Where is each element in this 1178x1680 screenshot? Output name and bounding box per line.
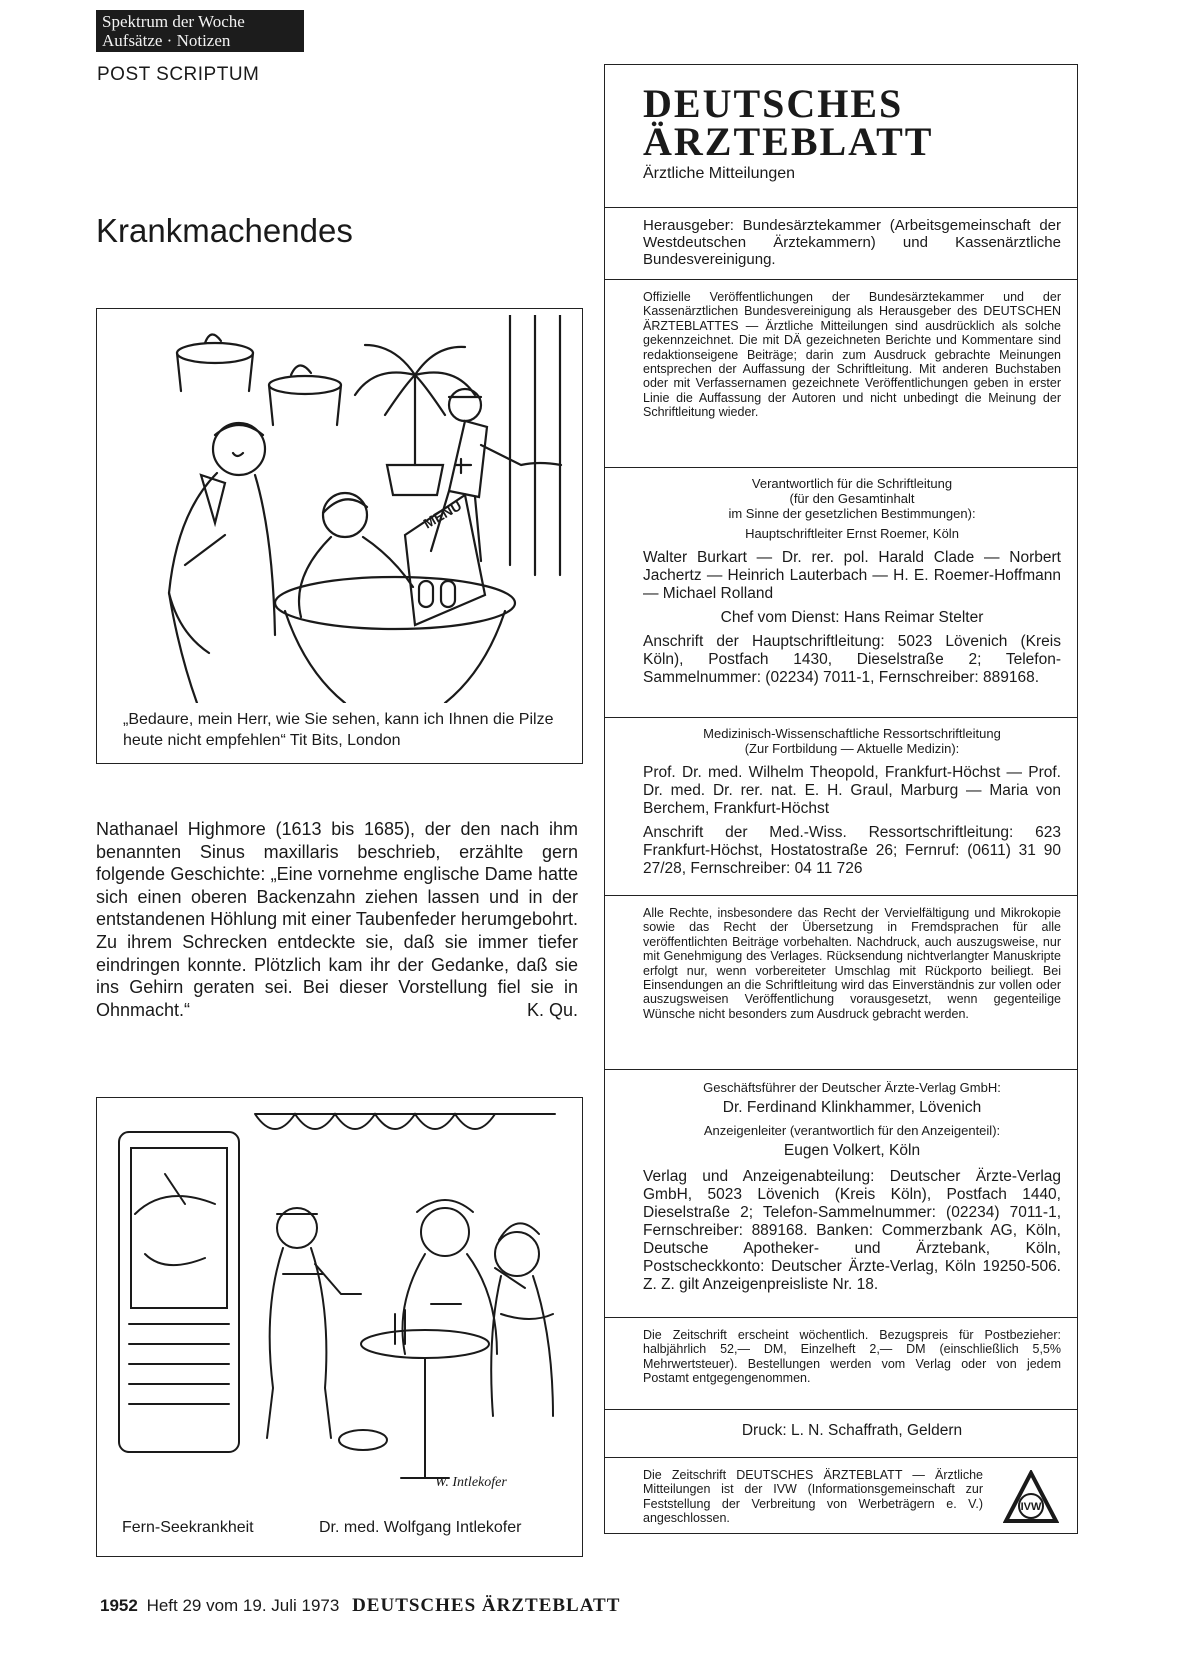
chief-of-service: Chef vom Dienst: Hans Reimar Stelter [720, 608, 984, 626]
section-tag-line2: Aufsätze · Notizen [102, 31, 231, 50]
article-body-text: Nathanael Highmore (1613 bis 1685), der den nach ihm benannten Sinus maxillaris beschrieb, erzählte gern folgende Geschichte: „Eine vornehme englische Dame hatte sich einen oberen Backenzahn ziehen lassen und in der entstandenen Höhlung mit einer Taubenfeder herumgebohrt. Zu ihrem Schrecken entdeckte sie, daß sie immer tiefer eindringen konnte. Plötzlich kam ihr der Gedanke, daß sie ins Gehirn geraten sei. Bei dieser Vorstellung fiel sie in Ohnmacht.“ [96, 819, 579, 1020]
publisher-text: Herausgeber: Bundesärztekammer (Arbeitsgemeinschaft der Westdeutschen Ärztekammern) und Kassenärztliche Bundesvereinigung. [643, 217, 1061, 268]
ivw-notice: Die Zeitschrift DEUTSCHES ÄRZTEBLATT — Ärztliche Mitteilungen ist der IVW (Informationsgemeinschaft zur Feststellung der Verbreitung von Werbeträgern e. V.) angeschlossen. [643, 1468, 983, 1526]
rubric: POST SCRIPTUM [97, 64, 260, 85]
cartoon-artist-signature: W. Intlekofer [435, 1475, 507, 1490]
ads-manager-label: Anzeigenleiter (verantwortlich für den Anzeigenteil): [703, 1123, 1001, 1139]
cartoon-restaurant-illustration [105, 315, 573, 703]
responsible-line3: im Sinne der gesetzlichen Bestimmungen): [728, 506, 976, 522]
masthead-title-line2: ÄRZTEBLATT [643, 119, 934, 164]
subscription-block [605, 1317, 1077, 1409]
cartoon-restaurant [96, 308, 583, 764]
cartoon-seasickness-illustration [105, 1104, 573, 1504]
footer-publication: DEUTSCHES ÄRZTEBLATT [352, 1595, 621, 1616]
page-number: 1952 [100, 1596, 138, 1615]
menu-sign: MENU [420, 497, 465, 532]
medsci-line1: Medizinisch-Wissenschaftliche Ressortschriftleitung [703, 726, 1001, 741]
print-block [605, 1409, 1077, 1457]
cartoon-restaurant-caption: „Bedaure, mein Herr, wie Sie sehen, kann ich Ihnen die Pilze heute nicht empfehlen“ Tit Bits, London [123, 711, 554, 749]
managing-director-label: Geschäftsführer der Deutscher Ärzte-Verlag GmbH: [703, 1080, 1001, 1095]
ivw-logo-icon [1003, 1470, 1059, 1524]
masthead-title-line1: DEUTSCHES [643, 81, 904, 126]
rights-text: Alle Rechte, insbesondere das Recht der Vervielfältigung und Mikrokopie sowie das Recht der Übersetzung in Fremdsprachen für alle veröffentlichten Beiträge vorbehalten. Nachdruck, auch auszugsweise, nur mit Genehmigung des Verlages. Rücksendung nichtverlangter Manuskripte erfolgt nur, wenn vorbereiteter Umschlag mit Rückporto beiliegt. Bei Einsendungen an die Schriftleitung wird das Einverständnis zur vollen oder auszugsweisen Veröffentlichung vorausgesetzt, wenn gegenteilige Wünsche nicht besonders zum Ausdruck gebracht werden. [643, 906, 1061, 1021]
page-footer [100, 1595, 620, 1617]
section-tag [96, 10, 304, 52]
official-notice-text: Offizielle Veröffentlichungen der Bundesärztekammer und der Kassenärztlichen Bundesvereinigung als Herausgeber des DEUTSCHEN ÄRZTEBLATTES — Ärztliche Mitteilungen sind ausdrücklich als solche gekennzeichnet. Die mit DÄ gezeichneten Berichte und Kommentare sind redaktionseigene Beiträge; darin zum Ausdruck gebrachte Meinungen entsprechen der Auffassung der Schriftleitung. Mit anderen Buchstaben oder mit Verfassernamen gezeichnete Veröffentlichungen geben in erster Linie die Auffassung der Autoren und nicht unbedingt die Meinung der Schriftleitung wieder. [643, 290, 1061, 420]
cartoon-seasickness-caption: Fern-Seekrankheit [122, 1519, 254, 1536]
subscription-text: Die Zeitschrift erscheint wöchentlich. Bezugspreis für Postbezieher: halbjährlich 52,— DM, Einzelheft 2,— DM (einschließlich 5,5% Mehrwertsteuer). Bestellungen werden vom Verlag oder von jedem Postamt entgegengenommen. [643, 1328, 1061, 1386]
editors-list: Walter Burkart — Dr. rer. pol. Harald Clade — Norbert Jachertz — Heinrich Lauterbach — H. E. Roemer-Hoffmann — Michael Rolland [643, 548, 1061, 602]
medsci-address: Anschrift der Med.-Wiss. Ressortschriftleitung: 623 Frankfurt-Höchst, Hostatostraße 26; Fernruf: (0611) 31 90 27/28, Fernschreiber: 04 11 726 [643, 824, 1061, 878]
ivw-block [605, 1457, 1077, 1533]
medsci-line2: (Zur Fortbildung — Aktuelle Medizin): [744, 741, 960, 757]
masthead-box [604, 64, 1078, 1534]
publisher-info-block [605, 1069, 1077, 1317]
cartoon-seasickness-credit: Dr. med. Wolfgang Intlekofer [319, 1519, 522, 1536]
cartoon-seasickness [96, 1097, 583, 1557]
editorial-address: Anschrift der Hauptschriftleitung: 5023 Lövenich (Kreis Köln), Postfach 1430, Dieselstraße 2; Telefon-Sammelnummer: (02234) 7011-1, Fernschreiber: 889168. [643, 632, 1061, 686]
official-notice-block [605, 279, 1077, 467]
publisher-address: Verlag und Anzeigenabteilung: Deutscher Ärzte-Verlag GmbH, 5023 Lövenich (Kreis Köln), Postfach 1440, Dieselstraße 2; Telefon-Sammelnummer: (02234) 7011-1, Fernschreiber: 889168. Banken: Commerzbank AG, Köln, Deutsche Apotheker- und Ärztebank, Köln, Postscheckkonto: Deutscher Ärzte-Verlag, Köln 19250-506. Z. Z. gilt Anzeigenpreisliste Nr. 18. [643, 1168, 1061, 1294]
article-title: Krankmachendes [96, 212, 353, 249]
ivw-logo-text: IVW [1020, 1501, 1042, 1513]
article-body [96, 818, 578, 1021]
ads-manager-name: Eugen Volkert, Köln [783, 1142, 921, 1160]
section-tag-line1: Spektrum der Woche [102, 12, 245, 31]
issue-info: Heft 29 vom 19. Juli 1973 [146, 1596, 340, 1615]
medsci-block [605, 717, 1077, 895]
responsible-line1: Verantwortlich für die Schriftleitung [751, 476, 953, 491]
chief-editor: Hauptschriftleiter Ernst Roemer, Köln [745, 525, 959, 541]
medsci-editors: Prof. Dr. med. Wilhelm Theopold, Frankfurt-Höchst — Prof. Dr. med. Dr. rer. nat. E. H. Graul, Marburg — Maria von Berchem, Frankfurt-Höchst [643, 764, 1061, 818]
editorial-block [605, 467, 1077, 717]
responsible-line2: (für den Gesamtinhalt [789, 491, 915, 507]
publisher-block [605, 207, 1077, 279]
masthead-subtitle: Ärztliche Mitteilungen [643, 165, 796, 182]
masthead-title-block [605, 65, 1077, 207]
article-signature: K. Qu. [526, 999, 578, 1020]
rights-block [605, 895, 1077, 1069]
managing-director-name: Dr. Ferdinand Klinkhammer, Lövenich [722, 1099, 982, 1117]
printer-text: Druck: L. N. Schaffrath, Geldern [741, 1422, 963, 1439]
